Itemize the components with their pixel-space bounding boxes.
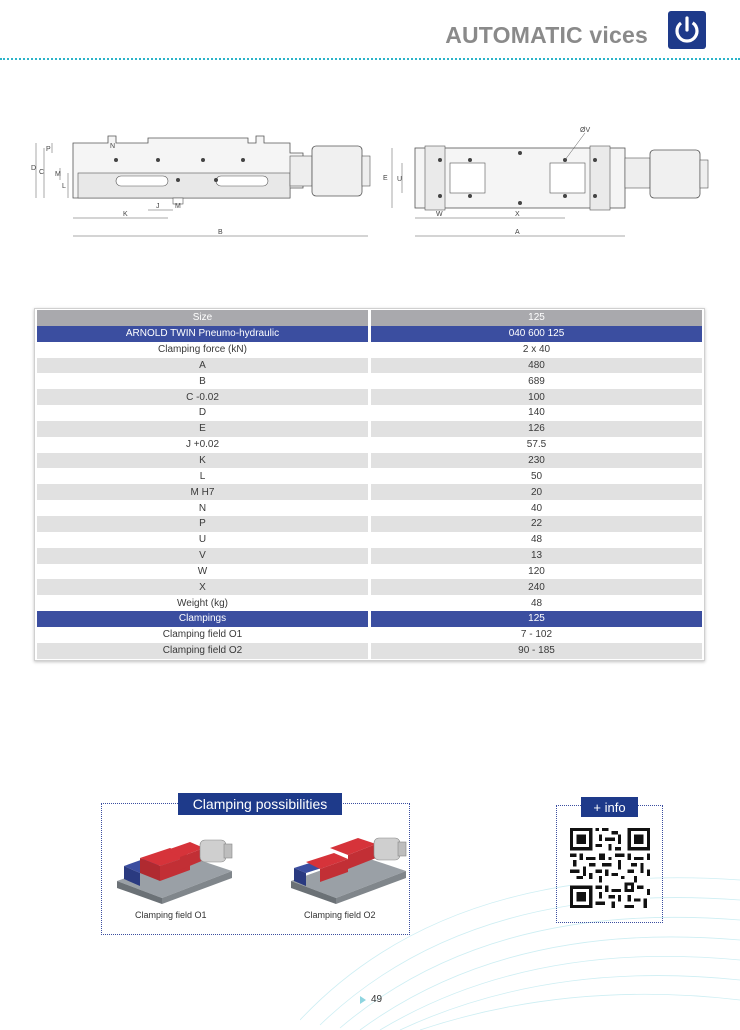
svg-text:N: N (110, 143, 116, 150)
clamping-field-1-label: Clamping field O1 (135, 910, 207, 920)
svg-text:M: M (175, 203, 181, 210)
row-value: 480 (371, 358, 702, 374)
row-value: 50 (371, 468, 702, 484)
table-row (37, 342, 702, 358)
row-value: 2 x 40 (371, 342, 702, 358)
top-view-drawing (380, 118, 720, 248)
svg-text:C: C (39, 169, 45, 176)
row-label: M H7 (37, 484, 368, 500)
spec-table (34, 308, 705, 661)
row-value: 90 - 185 (371, 643, 702, 659)
table-row (37, 468, 702, 484)
row-label: V (37, 548, 368, 564)
table-row (37, 500, 702, 516)
table-header-row (37, 310, 702, 326)
clampings-label: Clampings (37, 611, 368, 627)
row-label: P (37, 516, 368, 532)
row-label: Clamping field O2 (37, 643, 368, 659)
table-clampings-row (37, 611, 702, 627)
svg-text:P: P (46, 146, 51, 153)
row-label: L (37, 468, 368, 484)
row-value: 20 (371, 484, 702, 500)
vice-illustration-2 (286, 826, 416, 911)
row-label: J +0.02 (37, 437, 368, 453)
row-value: 120 (371, 564, 702, 580)
svg-text:K: K (123, 211, 128, 218)
row-value: 689 (371, 373, 702, 389)
svg-text:ØV: ØV (580, 127, 591, 134)
row-label: Clamping field O1 (37, 627, 368, 643)
vice-illustration-1 (112, 826, 242, 911)
row-label: N (37, 500, 368, 516)
row-value: 7 - 102 (371, 627, 702, 643)
info-title: + info (581, 797, 638, 817)
row-value: 22 (371, 516, 702, 532)
table-row (37, 548, 702, 564)
row-value: 48 (371, 532, 702, 548)
row-label: D (37, 405, 368, 421)
row-value: 140 (371, 405, 702, 421)
table-row (37, 484, 702, 500)
svg-text:B: B (218, 229, 223, 236)
row-label: Weight (kg) (37, 595, 368, 611)
row-label: B (37, 373, 368, 389)
page-number: 49 (371, 994, 383, 1005)
row-label: U (37, 532, 368, 548)
row-label: C -0.02 (37, 389, 368, 405)
table-header-value: 125 (371, 310, 702, 326)
table-row (37, 373, 702, 389)
table-row (37, 627, 702, 643)
svg-text:M: M (55, 171, 61, 178)
row-value: 40 (371, 500, 702, 516)
clampings-value: 125 (371, 611, 702, 627)
table-row (37, 595, 702, 611)
model-label: ARNOLD TWIN Pneumo-hydraulic (37, 326, 368, 342)
svg-text:W: W (436, 211, 443, 218)
svg-text:A: A (515, 229, 520, 236)
row-label: Clamping force (kN) (37, 342, 368, 358)
side-view-drawing (28, 118, 378, 248)
row-label: W (37, 564, 368, 580)
svg-text:U: U (397, 176, 403, 183)
table-row (37, 389, 702, 405)
table-header-label: Size (37, 310, 368, 326)
clamping-field-2-label: Clamping field O2 (304, 910, 376, 920)
svg-text:D: D (31, 165, 37, 172)
row-value: 48 (371, 595, 702, 611)
page-arrow-icon (360, 996, 366, 1004)
svg-text:L: L (62, 183, 66, 190)
row-value: 57.5 (371, 437, 702, 453)
table-row (37, 643, 702, 659)
qr-code-icon[interactable] (570, 828, 650, 908)
table-row (37, 579, 702, 595)
svg-text:X: X (515, 211, 520, 218)
row-value: 13 (371, 548, 702, 564)
row-value: 230 (371, 453, 702, 469)
clamping-possibilities-title: Clamping possibilities (178, 793, 342, 815)
row-label: X (37, 579, 368, 595)
table-row (37, 516, 702, 532)
table-row (37, 437, 702, 453)
model-value: 040 600 125 (371, 326, 702, 342)
row-label: A (37, 358, 368, 374)
power-icon (668, 11, 706, 49)
row-value: 126 (371, 421, 702, 437)
table-model-row (37, 326, 702, 342)
header-divider (0, 58, 740, 60)
row-label: K (37, 453, 368, 469)
row-value: 100 (371, 389, 702, 405)
table-row (37, 532, 702, 548)
table-row (37, 564, 702, 580)
svg-text:E: E (383, 175, 388, 182)
row-value: 240 (371, 579, 702, 595)
svg-text:J: J (156, 203, 160, 210)
table-row (37, 421, 702, 437)
row-label: E (37, 421, 368, 437)
page-title: AUTOMATIC vices (445, 22, 648, 48)
table-row (37, 405, 702, 421)
table-row (37, 453, 702, 469)
table-row (37, 358, 702, 374)
